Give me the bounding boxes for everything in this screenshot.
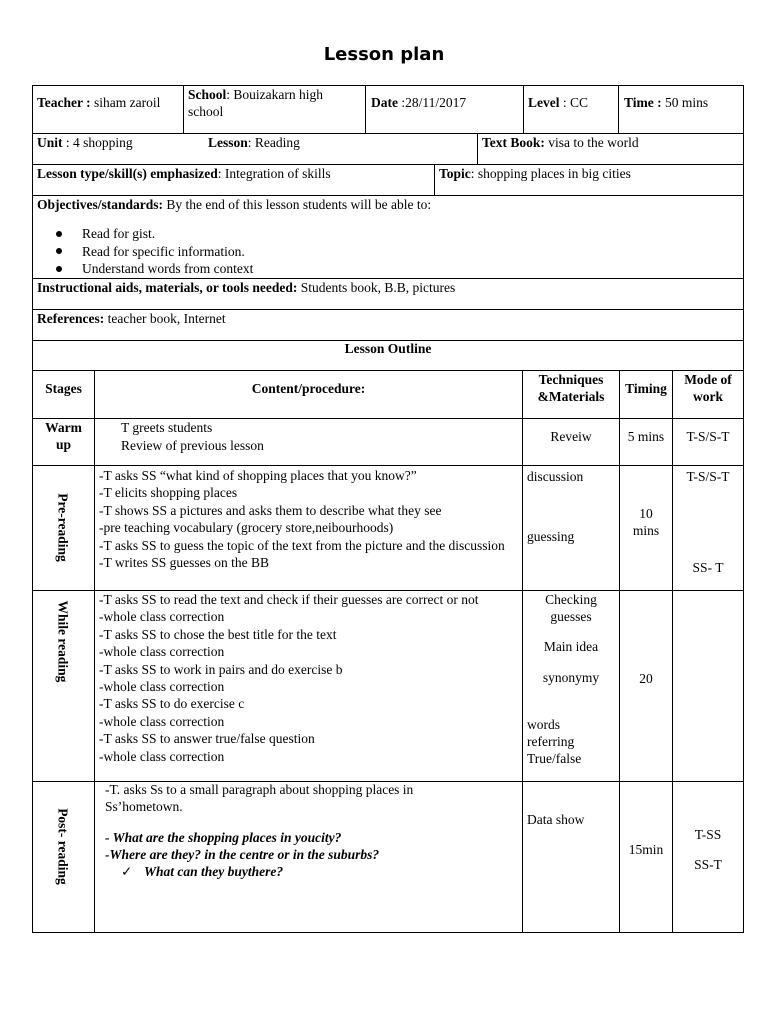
lesson-value: : Reading [247,135,300,150]
postreading-mode-1: T-SS [694,827,722,842]
list-item: Read for specific information. [56,243,253,261]
objectives-field [37,196,431,213]
prereading-mode-2: SS- T [692,560,724,575]
list-item: -T writes SS guesses on the BB [99,555,270,571]
references-label: References: [37,311,105,326]
page-title: Lesson plan [323,44,445,65]
postreading-content [105,782,413,815]
check-icon: ✓ [121,864,133,879]
column-header-stages: Stages [45,381,82,396]
aids-value: Students book, B.B, pictures [297,280,456,295]
teacher-value: siham zaroil [90,95,161,110]
whilereading-timing: 20 [639,671,653,686]
whilereading-technique-synonymy: synonymy [542,670,600,685]
level-field [528,94,588,111]
stage-prereading: Pre-reading [55,493,71,562]
list-item: -T asks SS to answer true/false question [99,731,315,747]
list-item: Understand words from context [56,260,253,278]
prereading-technique-guessing: guessing [527,529,575,544]
aids-field [37,279,455,296]
list-item: -T asks SS “what kind of shopping places that you know?” [99,468,417,483]
whilereading-technique-words: words referring True/false [527,717,582,766]
bullet-icon [56,248,62,254]
objectives-intro: By the end of this lesson students will be able to: [163,197,432,212]
time-label: Time : [624,95,662,110]
list-item: Ss’hometown. [105,798,183,814]
objectives-label: Objectives/standards: [37,197,163,212]
list-item: -whole class correction [99,679,225,695]
topic-label: Topic [439,166,471,181]
teacher-label: Teacher : [37,95,91,110]
school-value-cont: school [188,104,224,119]
references-field [37,310,226,327]
time-value: 50 mins [661,95,709,110]
date-label: Date [371,95,398,110]
stage-postreading: Post- reading [55,808,71,885]
postreading-questions [105,829,379,880]
textbook-field [482,134,639,151]
list-item: -T asks SS to work in pairs and do exercise b [99,661,343,677]
list-item: T greets students [121,420,213,435]
outline-title: Lesson Outline [344,341,432,356]
bullet-icon [56,266,62,272]
prereading-timing: 10 mins [632,506,660,538]
list-item: -pre teaching vocabulary (grocery store,neibourhoods) [99,520,394,536]
lesson-label: Lesson [208,135,248,150]
list-item: -T shows SS a pictures and asks them to describe what they see [99,502,442,518]
unit-field [37,134,133,151]
date-value: :28/11/2017 [398,95,467,110]
list-item: -T asks SS to read the text and check if their guesses are correct or not [99,592,479,607]
warmup-mode: T-S/S-T [686,429,730,444]
postreading-technique: Data show [527,812,585,827]
column-header-timing: Timing [625,381,667,396]
lesson-type-field [37,165,331,182]
postreading-mode-2: SS-T [694,857,722,872]
prereading-technique-discussion: discussion [527,469,584,484]
objectives-list [56,225,253,278]
level-label: Level [528,95,560,110]
list-item: -T asks SS to guess the topic of the text from the picture and the discussion [99,537,505,553]
list-item: -T asks SS to do exercise c [99,696,245,712]
lesson-type-label: Lesson type/skill(s) emphasized [37,166,218,181]
school-value: : Bouizakarn high [226,87,323,102]
list-item: -whole class correction [99,713,225,729]
whilereading-content [99,591,479,765]
unit-label: Unit [37,135,63,150]
bullet-icon [56,231,62,237]
unit-value: : 4 shopping [62,135,133,150]
list-item: -T. asks Ss to a small paragraph about shopping places in [105,782,414,797]
level-value: : CC [559,95,589,110]
column-header-content: Content/procedure: [251,381,366,396]
list-item: -Where are they? in the centre or in the suburbs? [105,847,380,862]
time-field [624,94,708,111]
school-field [188,86,323,120]
postreading-timing: 15min [628,842,664,857]
list-item: -whole class correction [99,748,225,764]
list-item: - What are the shopping places in youcity? [105,830,342,845]
topic-value: : shopping places in big cities [470,166,631,181]
list-item: -whole class correction [99,644,225,660]
textbook-value: visa to the world [544,135,639,150]
aids-label: Instructional aids, materials, or tools needed: [37,280,298,295]
list-item: -T asks SS to chose the best title for the text [99,626,337,642]
lesson-type-value: : Integration of skills [217,166,331,181]
list-item: ✓ What can they buythere? [121,864,284,879]
stage-warmup: Warm up [45,420,82,452]
prereading-mode-1: T-S/S-T [686,469,730,484]
school-label: School [188,87,227,102]
warmup-content [121,419,264,455]
whilereading-technique-checking: Checking guesses [545,592,597,624]
list-item: -whole class correction [99,609,225,625]
list-item: Read for gist. [56,225,253,243]
date-field [371,94,466,111]
warmup-technique: Reveiw [550,429,592,444]
textbook-label: Text Book: [482,135,545,150]
teacher-field [37,94,160,111]
lesson-field [208,134,300,151]
list-item: -T elicits shopping places [99,485,238,501]
column-header-mode: Mode of work [684,372,732,404]
stage-whilereading: While reading [55,600,71,683]
list-item: Review of previous lesson [121,438,264,453]
warmup-timing: 5 mins [627,429,665,444]
references-value: teacher book, Internet [104,311,226,326]
prereading-content [99,467,505,571]
whilereading-technique-mainidea: Main idea [543,639,599,654]
topic-field [439,165,631,182]
column-header-techniques: Techniques &Materials [537,372,605,404]
